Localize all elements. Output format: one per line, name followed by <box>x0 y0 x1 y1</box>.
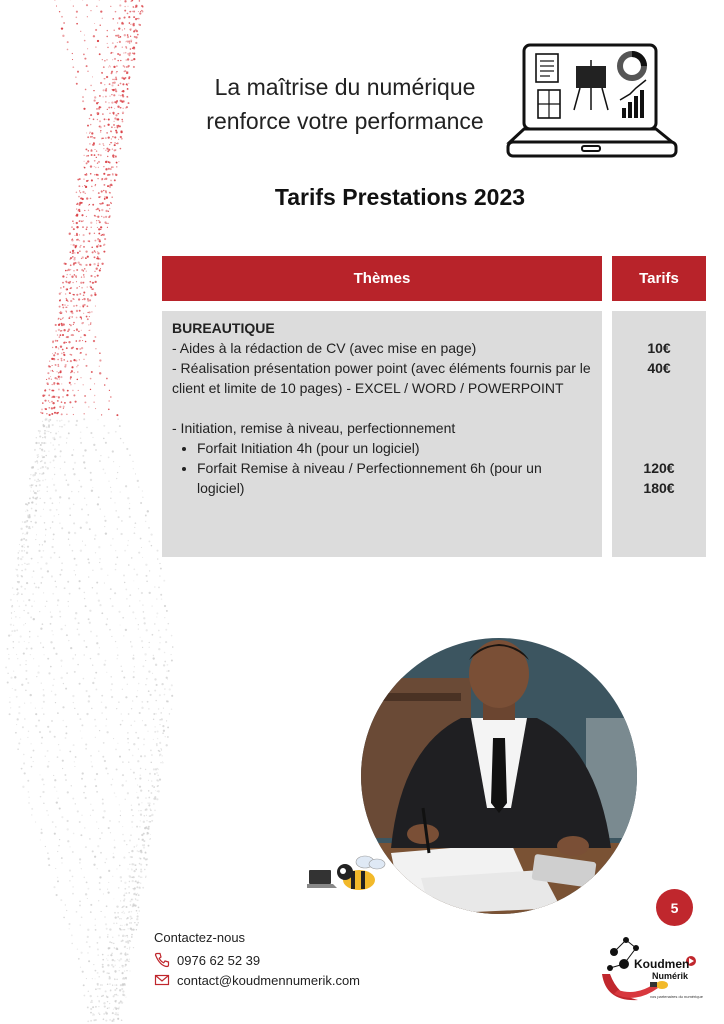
contact-phone[interactable]: 0976 62 52 39 <box>177 952 261 968</box>
service-line-powerpoint: - Réalisation présentation power point (avec éléments fournis par le client et limite de 10 pages) - EXCEL / WORD / POWERPOINT <box>172 360 591 396</box>
bullet-initiation: • Forfait Initiation 4h (pour un logiciel) <box>197 438 592 458</box>
logo-subtitle: vos partenaires du numérique <box>650 994 703 999</box>
bee-mascot-icon <box>307 850 387 896</box>
price-perfectionnement: 180€ <box>643 480 675 496</box>
service-line-training: - Initiation, remise à niveau, perfectionnement <box>172 420 456 436</box>
contact-block <box>154 930 360 990</box>
contact-phone-row <box>154 950 360 970</box>
logo-name-1: Koudmen <box>634 957 690 971</box>
contact-heading: Contactez-nous <box>154 930 246 945</box>
tagline-line-2: renforce votre performance <box>206 108 484 134</box>
laptop-illustration-icon <box>506 42 678 162</box>
phone-icon <box>154 952 170 968</box>
section-title: BUREAUTIQUE <box>172 320 275 336</box>
training-bullets <box>172 438 592 498</box>
document-title: Tarifs Prestations 2023 <box>274 184 526 210</box>
themes-content <box>172 318 592 498</box>
page-number-badge: 5 <box>656 889 693 926</box>
contact-email-row <box>154 970 360 990</box>
contact-email[interactable]: contact@koudmennumerik.com <box>177 972 360 988</box>
service-line-cv: - Aides à la rédaction de CV (avec mise en page) <box>172 340 477 356</box>
price-powerpoint: 40€ <box>647 360 671 376</box>
table-header-themes: Thèmes <box>162 256 602 301</box>
tagline-line-1: La maîtrise du numérique <box>214 74 476 100</box>
price-initiation: 120€ <box>643 460 675 476</box>
decorative-dot-wave <box>0 0 180 1024</box>
businessman-photo <box>361 638 637 914</box>
logo-name-2: Numérik <box>652 971 689 981</box>
envelope-icon <box>154 972 170 988</box>
price-cv: 10€ <box>647 340 671 356</box>
bullet-perfectionnement: • Forfait Remise à niveau / Perfectionnement 6h (pour un logiciel) <box>197 458 592 498</box>
tagline <box>185 70 505 138</box>
table-header-tarifs: Tarifs <box>612 256 706 301</box>
